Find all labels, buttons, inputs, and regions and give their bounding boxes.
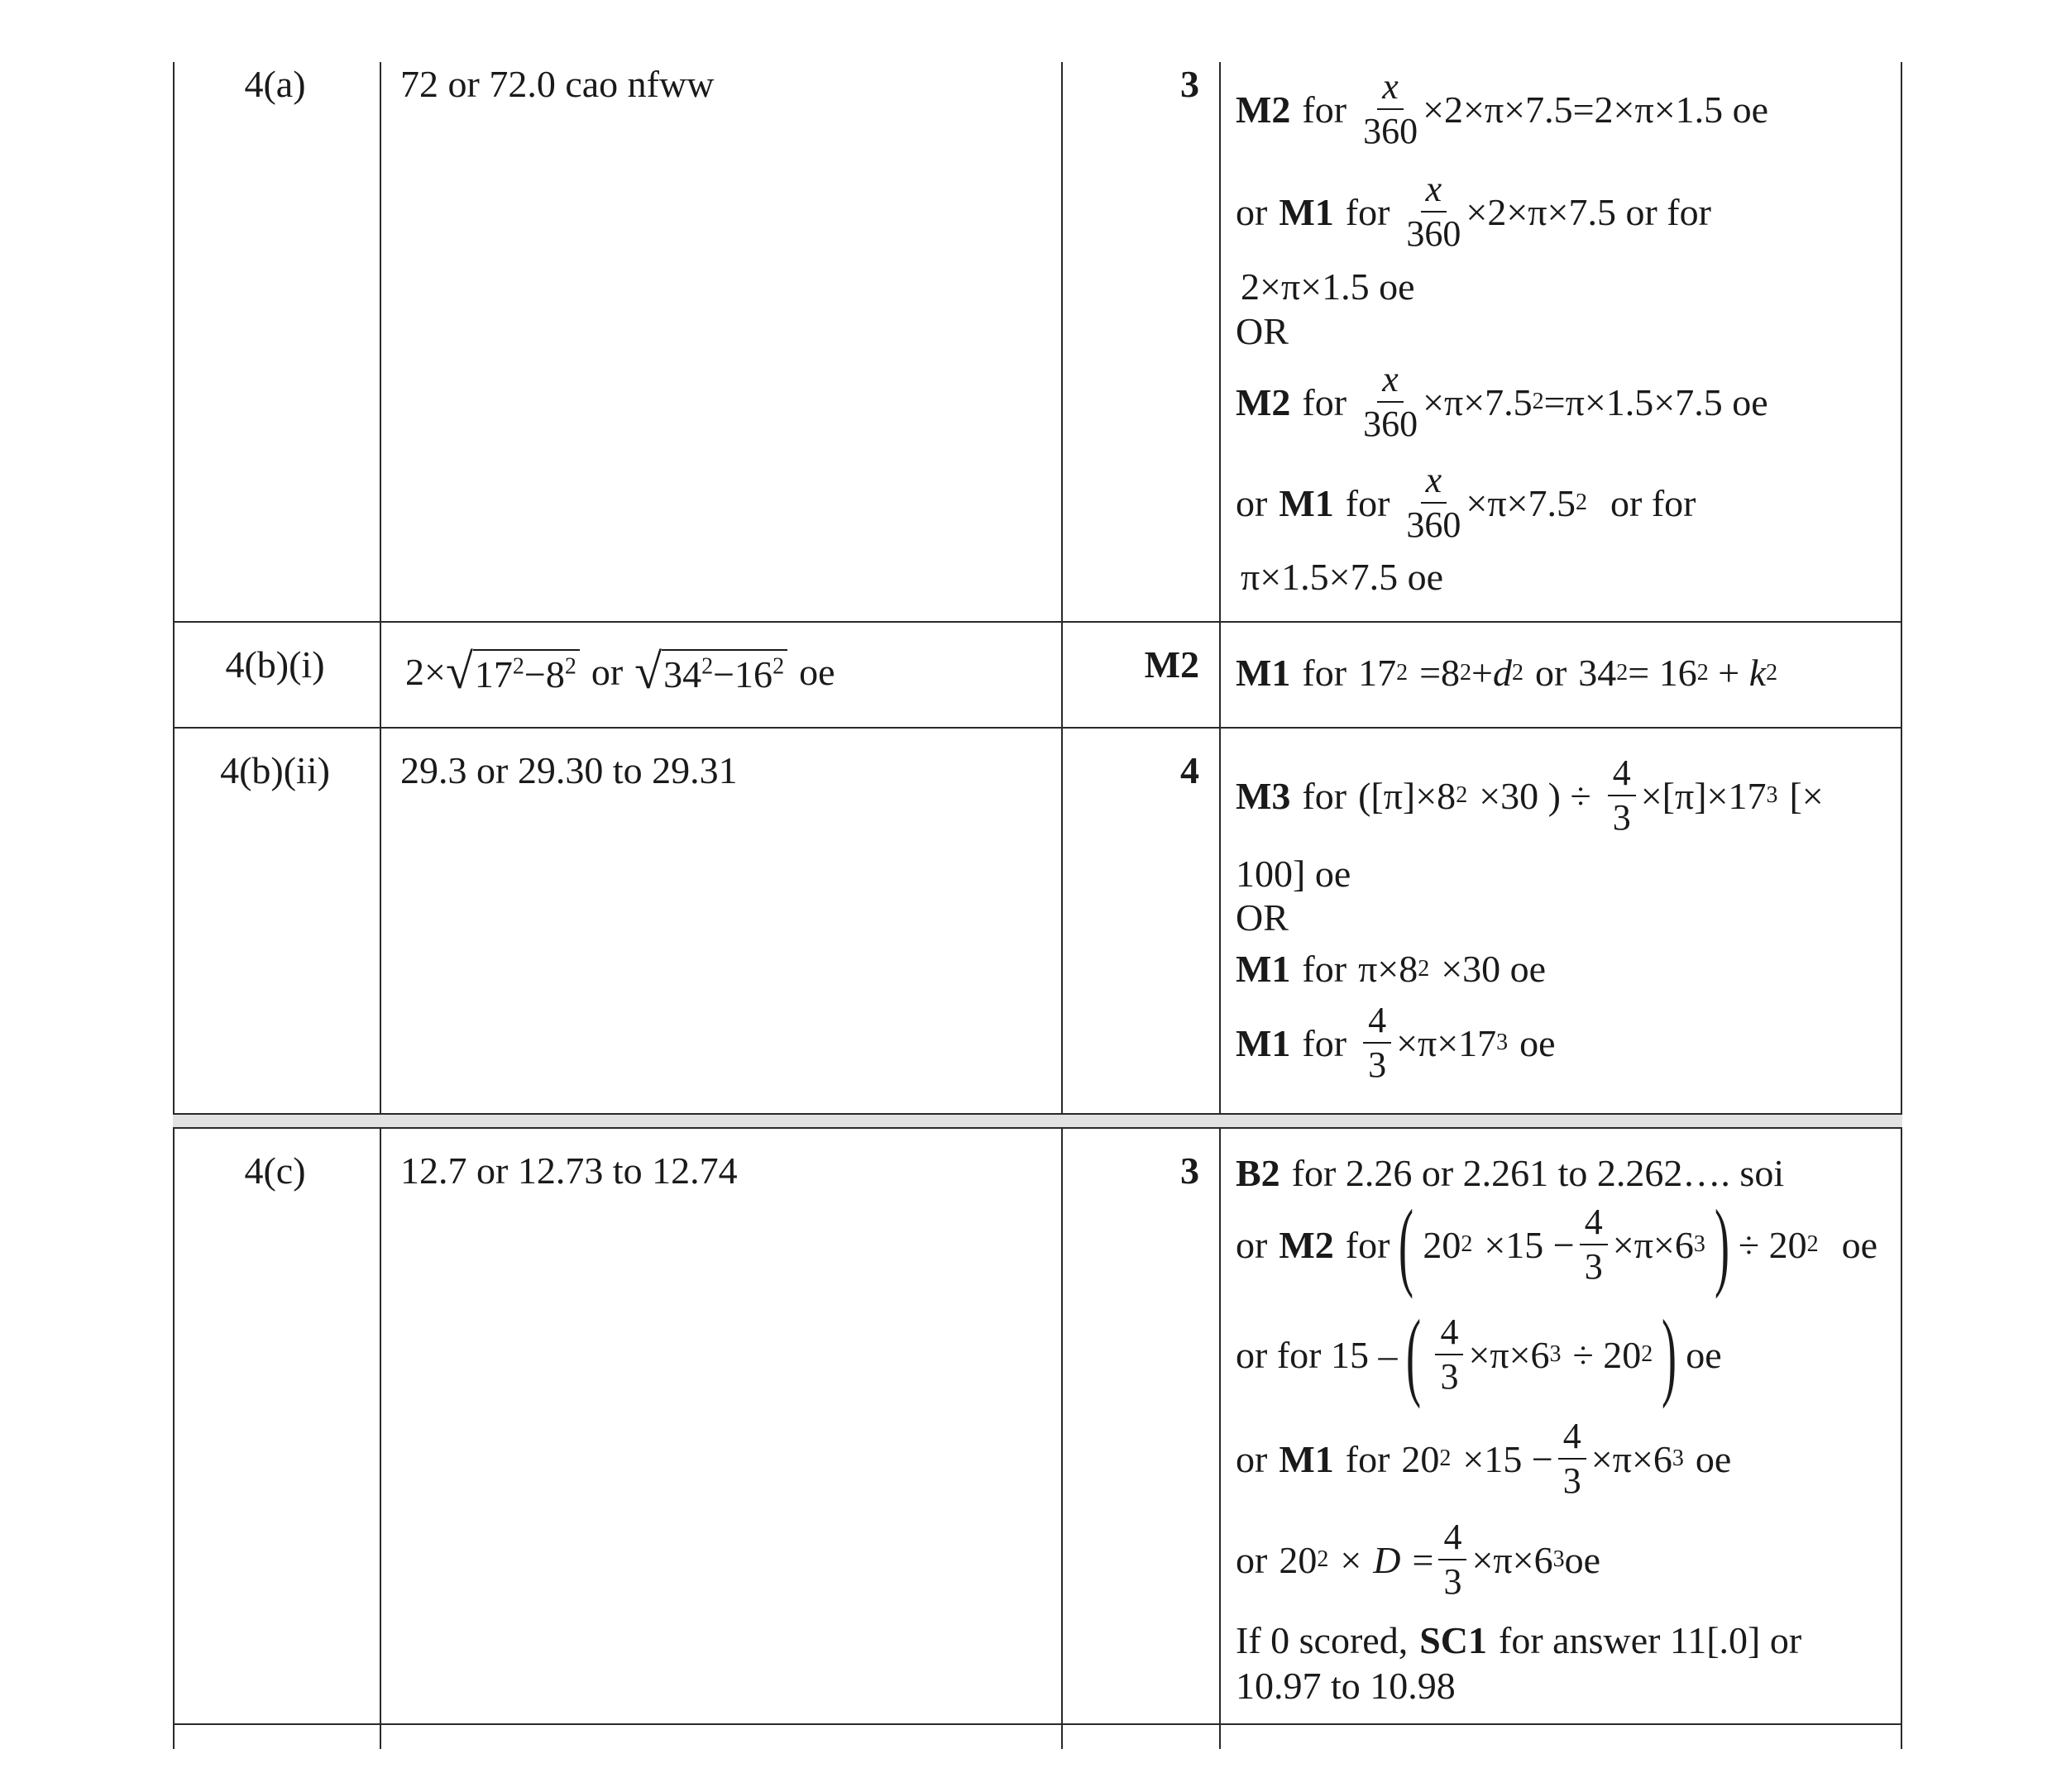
guidance-line: π×1.5×7.5 oe [1241,556,1444,598]
question-number: 4(a) [244,63,306,105]
column-divider-3 [1219,62,1221,1749]
marks-value: 4 [1180,749,1199,791]
question-number: 4(b)(i) [225,643,325,686]
guidance-line: or M1 for $\frac{x}{360}$ ×π×7.5 2 or for [1236,460,1696,545]
guidance-line: OR [1236,310,1289,352]
marks-value: M2 [1144,643,1199,686]
guidance-line: OR [1236,896,1289,939]
guidance-line: or M2 for ( 20 2 ×15 − $\frac{4}{3}$ ×π×6 3 ) ÷ 20 2 oe [1236,1189,1877,1299]
table-border-right [1901,62,1902,1749]
row-divider-1 [173,621,1902,623]
guidance-line: M3 for ([π]×8 2 ×30 ) ÷ $\frac{4}{3}$ ×[π]×17 3 [× [1236,753,1824,838]
answer-text: 12.7 or 12.73 to 12.74 [400,1149,738,1192]
guidance-line: M2 for $\frac{x}{360}$ ×2×π×7.5=2×π×1.5 oe [1236,66,1769,151]
answer-text: 2× √ $17^2-8^2$ or √ $34^2-16^2$ oe [405,644,835,699]
guidance-line: 100] oe [1236,853,1351,895]
guidance-line: 2×π×1.5 oe [1241,265,1415,308]
guidance-line: B2 for 2.26 or 2.261 to 2.262…. soi [1236,1152,1785,1194]
guidance-line: or M1 for 20 2 ×15 − $\frac{4}{3}$ ×π×6 3 oe [1236,1416,1732,1501]
guidance-line: M2 for $\frac{x}{360}$ ×π×7.5 2 =π×1.5×7.5 oe [1236,359,1768,444]
answer-text: 29.3 or 29.30 to 29.31 [400,749,738,791]
question-number: 4(b)(ii) [220,749,330,791]
answer-text: 72 or 72.0 cao nfww [400,63,715,105]
column-divider-2 [1061,62,1063,1749]
row-divider-2 [173,727,1902,729]
question-number: 4(c) [244,1149,306,1192]
guidance-line: or 20 2 × D = $\frac{4}{3}$ ×π×6 3 oe [1236,1517,1600,1602]
marks-value: 3 [1180,63,1199,105]
guidance-line: or for 15 – ( $\frac{4}{3}$ ×π×6 3 ÷ 20 2 ) oe [1236,1299,1722,1409]
guidance-line: M1 for $\frac{4}{3}$ ×π×17 3 oe [1236,1000,1556,1085]
table-border-left [173,62,175,1749]
column-divider-1 [380,62,381,1749]
guidance-line: or M1 for $\frac{x}{360}$ ×2×π×7.5 or for [1236,169,1711,254]
guidance-line: 10.97 to 10.98 [1236,1665,1456,1707]
guidance-line: M1 for π×8 2 ×30 oe [1236,948,1547,990]
row-divider-4 [173,1723,1902,1725]
guidance-line: M1 for 17 2 =8 2 + d 2 or 34 2 = 16 2 + k 2 [1236,652,1778,694]
row-divider-3b [173,1127,1902,1129]
marks-value: 3 [1180,1149,1199,1192]
row-divider-3a [173,1113,1902,1115]
guidance-line: If 0 scored, SC1 for answer 11[.0] or [1236,1619,1802,1661]
